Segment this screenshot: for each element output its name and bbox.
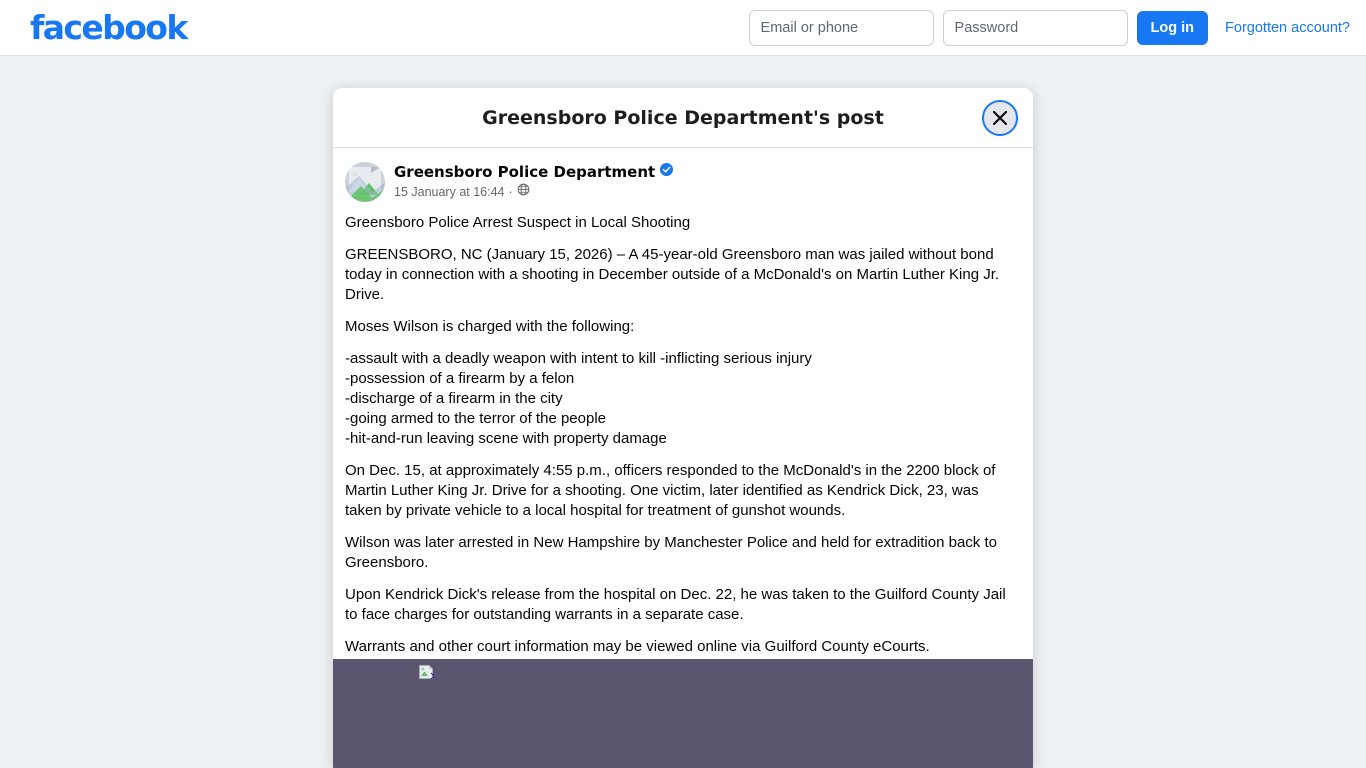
- email-or-phone-input[interactable]: [749, 10, 934, 46]
- list-item: -possession of a firearm by a felon: [345, 370, 575, 387]
- post-paragraph-1: GREENSBORO, NC (January 15, 2026) – A 45-year-old Greensboro man was jailed without bond today in connection with a shooting in December outside of a McDonald's on Martin Luther King Jr. Drive.: [345, 246, 1000, 303]
- meta-separator: ·: [508, 185, 513, 199]
- list-item: -assault with a deadly weapon with intent to kill -inflicting serious injury: [345, 350, 812, 367]
- forgotten-account-link[interactable]: Forgotten account?: [1225, 20, 1350, 36]
- broken-image-icon: [418, 664, 434, 685]
- log-in-button[interactable]: Log in: [1137, 11, 1209, 45]
- author-name-line: [394, 163, 673, 181]
- post-attachment-image[interactable]: [333, 659, 1033, 768]
- password-input[interactable]: [943, 10, 1128, 46]
- modal-title: Greensboro Police Department's post: [482, 106, 884, 129]
- broken-image-avatar-icon[interactable]: [345, 162, 385, 202]
- post-headline: Greensboro Police Arrest Suspect in Local Shooting: [345, 214, 691, 231]
- post-timestamp[interactable]: 15 January at 16:44: [394, 185, 505, 199]
- post-content: [333, 148, 1033, 709]
- post-author-name[interactable]: Greensboro Police Department: [394, 163, 656, 181]
- post-author-row: [345, 162, 1021, 202]
- post-meta-line: [394, 183, 673, 201]
- post-author-meta: [394, 162, 673, 201]
- close-icon[interactable]: [982, 100, 1018, 136]
- login-form: [749, 0, 1358, 56]
- modal-header: [333, 88, 1033, 148]
- post-paragraph-6: Warrants and other court information may be viewed online via Guilford County eCourts.: [345, 638, 930, 655]
- list-item: -hit-and-run leaving scene with property damage: [345, 430, 667, 447]
- list-item: -going armed to the terror of the people: [345, 410, 606, 427]
- globe-icon[interactable]: [517, 183, 530, 201]
- post-paragraph-2: Moses Wilson is charged with the following:: [345, 318, 635, 335]
- post-paragraph-3: On Dec. 15, at approximately 4:55 p.m., officers responded to the McDonald's in the 2200 block of Martin Luther King Jr. Drive for a shooting. One victim, later identified as Kendrick Dick, 23, was taken by private vehicle to a local hospital for treatment of gunshot wounds.: [345, 462, 996, 519]
- post-modal-dialog: [333, 88, 1033, 768]
- post-paragraph-5: Upon Kendrick Dick's release from the hospital on Dec. 22, he was taken to the Guilford County Jail to face charges for outstanding warrants in a separate case.: [345, 586, 1006, 623]
- facebook-logo[interactable]: facebook: [30, 8, 187, 47]
- verified-badge-icon: [660, 163, 673, 181]
- post-paragraph-4: Wilson was later arrested in New Hampshire by Manchester Police and held for extradition back to Greensboro.: [345, 534, 997, 571]
- broken-image-placeholder: [418, 662, 938, 685]
- list-item: -discharge of a firearm in the city: [345, 390, 563, 407]
- charges-list: [345, 349, 1021, 449]
- top-navigation-bar: [0, 0, 1366, 56]
